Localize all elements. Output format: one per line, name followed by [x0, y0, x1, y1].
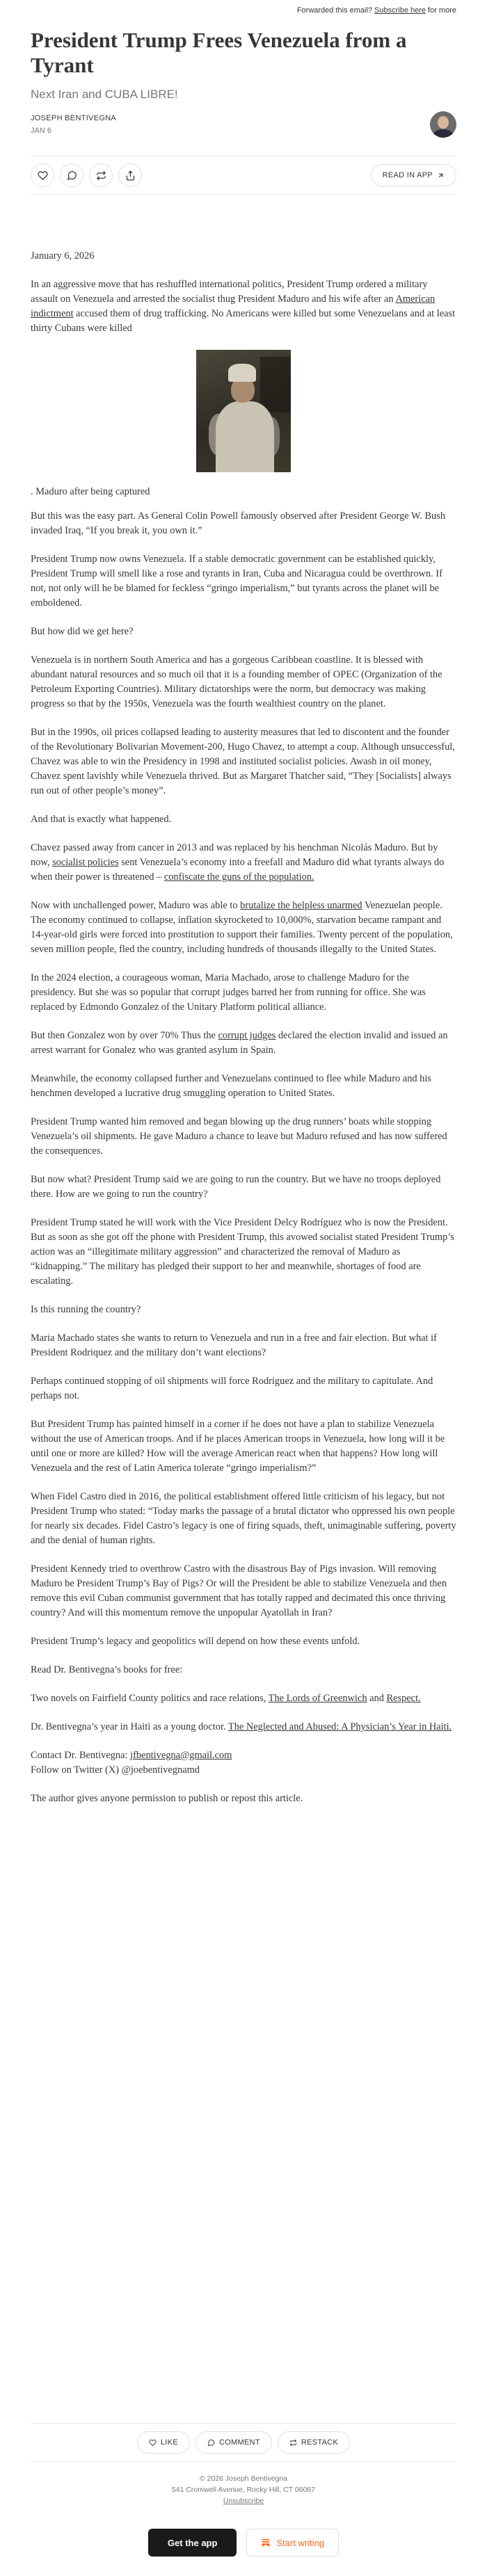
paragraph: Maria Machado states she wants to return to Venezuela and run in a free and fair election. But what if President Rodriquez and the military don’t want elections?	[31, 1333, 437, 1358]
paragraph: President Trump stated he will work with the Vice President Delcy Rodríguez who is now the President. But as soon as she got off the phone with President Trump, this avowed socialist stated President Trump’s action was an “illegitimate military aggression” and characterized the removal of Maduro as “kidnapping.” The military has pledged their support to her and meanwhile, shortages of food are escalating.	[31, 1217, 454, 1287]
paragraph: Meanwhile, the economy collapsed further and Venezuelans continued to flee while Maduro and his henchmen developed a lucrative drug smuggling operation to United States.	[31, 1073, 431, 1099]
comment-button[interactable]	[60, 163, 83, 187]
like-button[interactable]	[31, 163, 54, 187]
respect-link[interactable]: Respect.	[386, 1693, 421, 1704]
paragraph: But how did we get here?	[31, 626, 134, 637]
paragraph: In the 2024 election, a courageous woman, Maria Machado, arose to challenge Maduro for the presidency. But she was so popular that corrupt judges barred her from running for office. She was replaced by Edmondo Gonzalez of the Unitary Platform political alliance.	[31, 972, 426, 1013]
neglected-and-abused-link[interactable]: The Neglected and Abused: A Physician’s Year in Haiti.	[227, 1721, 452, 1732]
photo-caption: . Maduro after being captured	[31, 486, 150, 497]
email-link[interactable]: jfbentivegna@gmail.com	[130, 1750, 232, 1761]
get-the-app-button[interactable]: Get the app	[148, 2529, 237, 2557]
restack-button[interactable]	[89, 163, 113, 187]
mailing-address: 541 Cromwell Avenue, Rocky Hill, CT 06067	[171, 2486, 316, 2494]
restack-icon	[96, 170, 106, 181]
socialist-policies-link[interactable]: socialist policies	[52, 857, 119, 868]
read-in-app-button[interactable]	[371, 164, 456, 186]
paragraph: The author gives anyone permission to publish or repost this article.	[31, 1793, 303, 1804]
heart-icon	[149, 2439, 157, 2447]
paragraph: President Trump now owns Venezuela. If a stable democratic government can be established quickly, President Trump will smell like a rose and tyrants in Iran, Cuba and Nicaragua could be overthrown. If not, not only will he be blamed for feckless “gringo imperialism,” but tyrants across the planet will be emboldened.	[31, 554, 442, 609]
paragraph: But then Gonzalez won by over 70% Thus the corrupt judges declared the election invalid and issued an arrest warrant for Gonalez who was granted asylum in Spain.	[31, 1030, 448, 1056]
footer-cta	[0, 2529, 487, 2557]
read-in-app-label: READ IN APP	[382, 171, 433, 179]
corrupt-judges-link[interactable]: corrupt judges	[218, 1030, 276, 1041]
american-indictment-link[interactable]: American indictment	[31, 293, 436, 319]
post-subtitle: Next Iran and CUBA LIBRE!	[31, 88, 178, 101]
forward-prefix: Forwarded this email?	[296, 6, 373, 15]
heart-icon	[38, 170, 48, 181]
copyright: © 2026 Joseph Bentivegna	[199, 2474, 288, 2483]
paragraph: But in the 1990s, oil prices collapsed leading to austerity measures that led to discontent and the founder of the Revolutionary Bolivarian Movement-200, Hugo Chavez, to attempt a coup. Although unsuccessful, Chavez was able to win the Presidency in 1998 and instituted socialist policies. Awash in oil money, Chavez spent lavishly while Venezuela thrived. But as Margaret Thatcher said, “They [Socialists] always run out of other people’s money”.	[31, 727, 455, 796]
paragraph: When Fidel Castro died in 2016, the political establishment offered little criticism of his legacy, but not President Trump who stated: “Today marks the passage of a brutal dictator who oppressed his own people for nearly six decades. Fidel Castro’s legacy is one of firing squads, theft, unimaginable suffering, poverty and the denial of human rights.	[31, 1491, 456, 1546]
paragraph: Two novels on Fairfield County politics and race relations, The Lords of Greenwich and Respect.	[31, 1693, 421, 1704]
paragraph: Read Dr. Bentivegna’s books for free:	[31, 1664, 183, 1675]
lords-of-greenwich-link[interactable]: The Lords of Greenwich	[268, 1693, 367, 1704]
post-title[interactable]: President Trump Frees Venezuela from a Tyrant	[31, 28, 407, 77]
paragraph: But President Trump has painted himself in a corner if he does not have a plan to stabilize Venezuela without the use of American troops. And if he places American troops in Venezuela, how long will it be until one or more are killed? How will the average American react when that happens? How long will Venezuela and the rest of Latin America tolerate “gringo imperialism?”	[31, 1419, 445, 1474]
article-dateline: January 6, 2026	[31, 250, 95, 261]
paragraph: Venezuela is in northern South America and has a gorgeous Caribbean coastline. It is blessed with abundant natural resources and so much oil that it is a founding member of OPEC (Organization of the Petroleum Exporting Countries). Military dictatorships were the norm, but democracy was making progress so that by the 1950s, Venezuela was the fourth wealthiest country on the planet.	[31, 654, 442, 709]
restack-icon	[289, 2439, 297, 2447]
paragraph: President Kennedy tried to overthrow Castro with the disastrous Bay of Pigs invasion. Will removing Maduro be President Trump’s Bay of Pigs? Or will the President be able to stabilize Venezuela and then remove this evil Cuban communist government that has totally rapped and decimated this once thriving country? And will this momentum remove the unpopular Ayatollah in Iran?	[31, 1563, 447, 1618]
share-icon	[125, 170, 136, 181]
paragraph: President Trump’s legacy and geopolitics will depend on how these events unfold.	[31, 1636, 360, 1647]
subscribe-link[interactable]: Subscribe here	[374, 6, 426, 15]
post-header	[0, 28, 487, 138]
arrow-up-right-icon	[437, 172, 445, 179]
paragraph: Now with unchallenged power, Maduro was able to brutalize the helpless unarmed Venezuelan people. The economy continued to collapse, inflation skyrocketed to 10,000%, starvation became rampant and 14-year-old girls were forced into prostitution to support their families. Twenty percent of the population, seven million people, fled the country, including hundreds of thousands illegally to the United States.	[31, 900, 453, 955]
paragraph: Is this running the country?	[31, 1304, 141, 1315]
post-date: JAN 6	[31, 127, 51, 135]
paragraph: Dr. Bentivegna’s year in Haiti as a young doctor. The Neglected and Abused: A Physician’s Year in Haiti.	[31, 1721, 452, 1732]
footer-meta	[0, 2473, 487, 2506]
paragraph: President Trump wanted him removed and began blowing up the drug runners’ boats while stopping Venezuela’s oil shipments. He gave Maduro a chance to leave but Maduro refused and has now suffered the consequences.	[31, 1116, 447, 1157]
forward-bar	[0, 0, 487, 21]
start-writing-button[interactable]: Start writing	[246, 2529, 339, 2557]
contact-block: Contact Dr. Bentivegna: jfbentivegna@gmail.com Follow on Twitter (X) @joebentivegnamd	[31, 1750, 232, 1776]
brutalize-link[interactable]: brutalize the helpless unarmed	[240, 900, 362, 911]
unsubscribe-link[interactable]: Unsubscribe	[223, 2497, 264, 2505]
footer-action-bar	[31, 2423, 456, 2462]
comment-icon	[207, 2439, 215, 2447]
footer-like-button[interactable]: LIKE	[137, 2431, 190, 2454]
byline	[31, 111, 456, 138]
avatar[interactable]	[430, 111, 456, 138]
footer-restack-button[interactable]: RESTACK	[278, 2431, 350, 2454]
paragraph: But now what? President Trump said we are going to run the country. But we have no troops deployed there. How are we going to run the country?	[31, 1174, 441, 1200]
email-footer	[0, 2423, 487, 2557]
comment-icon	[67, 170, 77, 181]
maduro-photo-figure	[31, 350, 456, 472]
maduro-photo[interactable]	[196, 350, 291, 472]
action-bar	[31, 156, 456, 195]
confiscate-guns-link[interactable]: confiscate the guns of the population.	[163, 871, 314, 883]
paragraph: But this was the easy part. As General Colin Powell famously observed after President George W. Bush invaded Iraq, “If you break it, you own it.”	[31, 510, 446, 536]
author-name[interactable]: JOSEPH BENTIVEGNA	[31, 114, 117, 122]
article-body	[0, 249, 487, 1806]
paragraph: And that is exactly what happened.	[31, 814, 172, 825]
twitter-handle: Follow on Twitter (X) @joebentivegnamd	[31, 1764, 200, 1776]
substack-logo-icon	[261, 2538, 271, 2547]
paragraph: In an aggressive move that has reshuffled international politics, President Trump ordered a military assault on Venezuela and arrested the socialist thug President Maduro and his wife after an American indictment accused them of drug trafficking. No Americans were killed but some Venezuelans and at least thirty Cubans were killed	[31, 279, 456, 334]
share-button[interactable]	[118, 163, 142, 187]
paragraph: Perhaps continued stopping of oil shipments will force Rodriguez and the military to capitulate. And perhaps not.	[31, 1376, 433, 1401]
footer-comment-button[interactable]: COMMENT	[195, 2431, 272, 2454]
forward-suffix: for more	[428, 6, 456, 15]
paragraph: Chavez passed away from cancer in 2013 and was replaced by his henchman Nicolás Maduro. But by now, socialist policies sent Venezuela’s economy into a freefall and Maduro did what tyrants always do when their power is threatened – confiscate the guns of the population.	[31, 842, 445, 883]
